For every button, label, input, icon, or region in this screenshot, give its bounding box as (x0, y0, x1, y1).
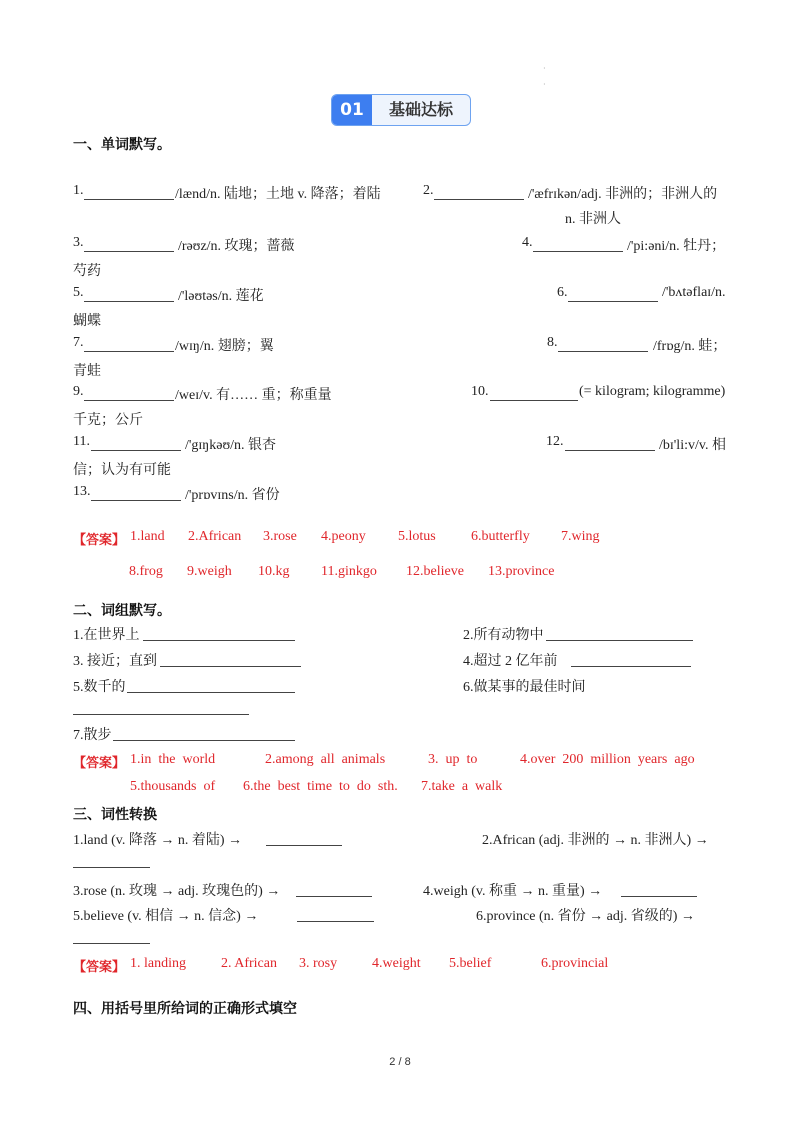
blank-line[interactable] (73, 943, 150, 944)
page-number: 2 / 8 (389, 1056, 411, 1068)
phrase-prompt: 3. 接近；直到 (73, 654, 157, 669)
answer-item: 2. African (221, 956, 277, 971)
blank-line[interactable] (143, 640, 295, 641)
answer-item: 3. rosy (299, 956, 338, 971)
answer-item: 1.in the world (130, 752, 216, 767)
answer-item: 5.belief (449, 956, 492, 971)
word-number: 11. (73, 434, 90, 449)
answer-item: 1.land (130, 529, 165, 544)
blank-line[interactable] (558, 351, 648, 352)
answer-item: 4.weight (372, 956, 421, 971)
answer-item: 7.take a walk (421, 779, 503, 794)
blank-line[interactable] (91, 450, 181, 451)
conversion-prompt: 3.rose (n. 玫瑰 → adj. 玫瑰色的) → (73, 884, 281, 899)
word-number: 5. (73, 285, 84, 300)
word-definition: /'gɪŋkəʊ/n. 银杏 (185, 438, 277, 453)
answer-item: 8.frog (129, 564, 163, 579)
conversion-prompt: 6.province (n. 省份 → adj. 省级的) → (476, 909, 695, 924)
conversion-prompt: 1.land (v. 降落 → n. 着陆) → (73, 833, 243, 848)
blank-line[interactable] (490, 400, 578, 401)
word-definition: /'pi:əni/n. 牡丹； (627, 239, 726, 254)
blank-line[interactable] (160, 666, 301, 667)
word-number: 1. (73, 183, 84, 198)
word-definition: /'prɒvɪns/n. 省份 (185, 488, 280, 503)
blank-line[interactable] (84, 400, 174, 401)
word-definition: /frɒg/n. 蛙； (653, 339, 727, 354)
phrase-prompt: 2.所有动物中 (463, 628, 544, 643)
answer-item: 6.the best time to do sth. (243, 779, 398, 794)
word-definition-cont: n. 非洲人 (565, 212, 621, 227)
blank-line[interactable] (73, 867, 150, 868)
blank-line[interactable] (84, 251, 174, 252)
word-number: 6. (557, 285, 568, 300)
answer-item: 4.peony (321, 529, 366, 544)
blank-line[interactable] (568, 301, 658, 302)
answer-item: 12.believe (406, 564, 464, 579)
word-number: 13. (73, 484, 91, 499)
phrase-prompt: 6.做某事的最佳时间 (463, 680, 586, 695)
blank-line[interactable] (73, 714, 249, 715)
word-definition: /bɪ'li:v/v. 相 (659, 438, 726, 453)
phrase-prompt: 7.散步 (73, 728, 112, 743)
blank-line[interactable] (621, 896, 697, 897)
blank-line[interactable] (127, 692, 295, 693)
word-definition-cont: 芍药 (73, 264, 101, 279)
answer-tag: 【答案】 (73, 960, 126, 975)
blank-line[interactable] (113, 740, 295, 741)
word-definition-cont: 信；认为有可能 (73, 463, 171, 478)
blank-line[interactable] (84, 301, 174, 302)
word-definition: /wɪŋ/n. 翅膀；翼 (175, 339, 274, 354)
conversion-prompt: 2.African (adj. 非洲的 → n. 非洲人) → (482, 833, 709, 848)
word-number: 3. (73, 235, 84, 250)
section-2-heading: 二、词组默写。 (73, 603, 171, 619)
answer-item: 3. up to (428, 752, 478, 767)
answer-item: 5.thousands of (130, 779, 216, 794)
answer-item: 2.among all animals (265, 752, 386, 767)
blank-line[interactable] (434, 199, 524, 200)
blank-line[interactable] (84, 199, 174, 200)
word-definition-cont: 千克；公斤 (73, 413, 143, 428)
word-definition: (= kilogram; kilogramme) (579, 384, 726, 399)
word-definition: /weɪ/v. 有…… 重；称重量 (175, 388, 332, 403)
phrase-prompt: 5.数千的 (73, 680, 126, 695)
blank-line[interactable] (571, 666, 691, 667)
answer-item: 13.province (488, 564, 555, 579)
answer-item: 11.ginkgo (321, 564, 377, 579)
word-number: 10. (471, 384, 489, 399)
blank-line[interactable] (84, 351, 174, 352)
answer-item: 6.butterfly (471, 529, 530, 544)
answer-item: 3.rose (263, 529, 297, 544)
word-definition: /'æfrɪkən/adj. 非洲的；非洲人的 (528, 187, 718, 202)
decorative-dot: · (543, 64, 546, 73)
answer-item: 10.kg (258, 564, 290, 579)
answer-item: 9.weigh (187, 564, 232, 579)
answer-tag: 【答案】 (73, 533, 126, 548)
decorative-dot: · (543, 80, 546, 89)
answer-tag: 【答案】 (73, 756, 126, 771)
word-definition-cont: 青蛙 (73, 364, 101, 379)
badge-label: 基础达标 (388, 100, 453, 119)
phrase-prompt: 1.在世界上 (73, 628, 140, 643)
blank-line[interactable] (91, 500, 181, 501)
answer-item: 4.over 200 million years ago (520, 752, 695, 767)
blank-line[interactable] (296, 896, 372, 897)
blank-line[interactable] (297, 921, 374, 922)
section-3-heading: 三、词性转换 (73, 807, 157, 823)
phrase-prompt: 4.超过 2 亿年前 (463, 654, 558, 669)
badge-number: 01 (332, 95, 372, 125)
word-definition: /rəʊz/n. 玫瑰；蔷薇 (178, 239, 295, 254)
word-definition: /lænd/n. 陆地；土地 v. 降落；着陆 (175, 187, 381, 202)
word-number: 2. (423, 183, 434, 198)
conversion-prompt: 4.weigh (v. 称重 → n. 重量) → (423, 884, 603, 899)
blank-line[interactable] (565, 450, 655, 451)
blank-line[interactable] (533, 251, 623, 252)
word-number: 4. (522, 235, 533, 250)
section-1-heading: 一、单词默写。 (73, 137, 171, 153)
answer-item: 7.wing (561, 529, 600, 544)
word-number: 9. (73, 384, 84, 399)
section-badge (331, 94, 471, 126)
blank-line[interactable] (266, 845, 342, 846)
word-definition-cont: 蝴蝶 (73, 314, 101, 329)
section-4-heading: 四、用括号里所给词的正确形式填空 (73, 1001, 297, 1017)
word-definition: /'ləʊtəs/n. 莲花 (178, 289, 264, 304)
answer-item: 2.African (188, 529, 242, 544)
word-number: 12. (546, 434, 564, 449)
answer-item: 1. landing (130, 956, 186, 971)
answer-item: 5.lotus (398, 529, 436, 544)
word-number: 8. (547, 335, 558, 350)
conversion-prompt: 5.believe (v. 相信 → n. 信念) → (73, 909, 259, 924)
blank-line[interactable] (546, 640, 693, 641)
word-definition: /'bʌtəflaɪ/n. (662, 285, 726, 300)
word-number: 7. (73, 335, 84, 350)
answer-item: 6.provincial (541, 956, 609, 971)
